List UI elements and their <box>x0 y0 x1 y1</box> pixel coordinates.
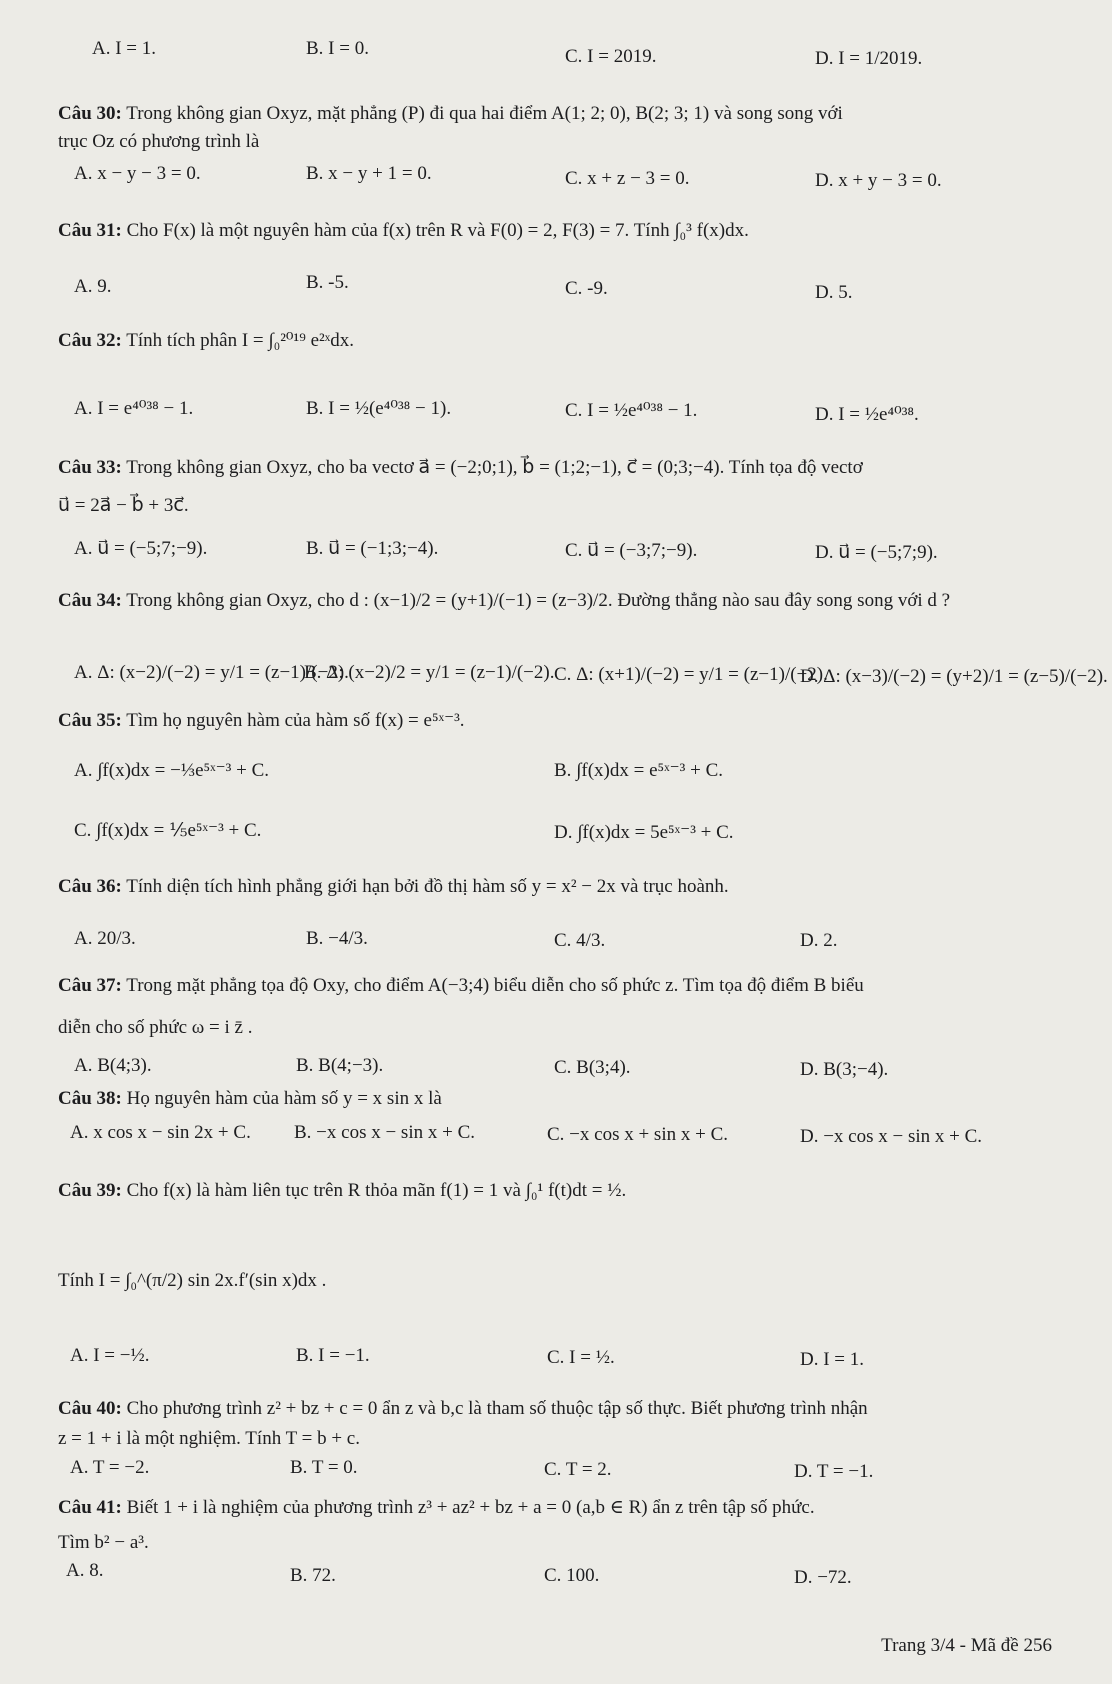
question-text: Tính tích phân I = ∫₀²⁰¹⁹ e²ˣdx. <box>126 330 354 351</box>
option-b: B. u⃗ = (−1;3;−4). <box>306 538 439 559</box>
option-b: B. I = −1. <box>296 1345 370 1366</box>
option-c: C. B(3;4). <box>554 1057 631 1078</box>
option-d: D. ∫f(x)dx = 5e⁵ˣ⁻³ + C. <box>554 822 734 843</box>
question-31 <box>58 220 749 242</box>
question-41 <box>58 1497 815 1519</box>
question-label: Câu 41: <box>58 1497 122 1518</box>
option-b: B. I = ½(e⁴⁰³⁸ − 1). <box>306 398 452 419</box>
prev-option-a: A. I = 1. <box>92 38 157 59</box>
option-c: C. ∫f(x)dx = ⅕e⁵ˣ⁻³ + C. <box>74 820 262 841</box>
option-b: B. −4/3. <box>306 928 368 949</box>
question-text: Tìm họ nguyên hàm của hàm số f(x) = e⁵ˣ⁻³. <box>126 710 465 731</box>
question-text-cont: diễn cho số phức ω = i z̄ . <box>58 1017 253 1038</box>
option-a: A. x − y − 3 = 0. <box>74 163 201 184</box>
option-a: A. I = −½. <box>70 1345 150 1366</box>
option-a: A. I = e⁴⁰³⁸ − 1. <box>74 398 194 419</box>
question-text: Cho phương trình z² + bz + c = 0 ẩn z và b,c là tham số thuộc tập số thực. Biết phương trình nhận <box>126 1398 868 1419</box>
option-b: B. Δ: (x−2)/2 = y/1 = (z−1)/(−2). <box>304 662 555 683</box>
option-c: C. 4/3. <box>554 930 606 951</box>
question-label: Câu 33: <box>58 457 122 478</box>
option-b: B. T = 0. <box>290 1457 358 1478</box>
option-a: A. 9. <box>74 276 112 297</box>
option-c: C. T = 2. <box>544 1459 612 1480</box>
question-32 <box>58 330 354 352</box>
option-c: C. I = ½e⁴⁰³⁸ − 1. <box>565 400 698 421</box>
question-text: Họ nguyên hàm của hàm số y = x sin x là <box>126 1088 442 1109</box>
option-b: B. x − y + 1 = 0. <box>306 163 432 184</box>
question-label: Câu 37: <box>58 975 122 996</box>
option-c: C. I = ½. <box>547 1347 615 1368</box>
option-c: C. x + z − 3 = 0. <box>565 168 690 189</box>
option-d: D. 2. <box>800 930 838 951</box>
option-d: D. −72. <box>794 1567 852 1588</box>
prev-option-c: C. I = 2019. <box>565 46 657 67</box>
question-text: Trong mặt phẳng tọa độ Oxy, cho điểm A(−3;4) biểu diễn cho số phức z. Tìm tọa độ điểm B biểu <box>126 975 864 996</box>
option-a: A. B(4;3). <box>74 1055 152 1076</box>
question-label: Câu 36: <box>58 876 122 897</box>
question-38 <box>58 1088 442 1110</box>
option-c: C. −x cos x + sin x + C. <box>547 1124 728 1145</box>
option-a: A. x cos x − sin 2x + C. <box>70 1122 251 1143</box>
question-text-cont: u⃗ = 2a⃗ − b⃗ + 3c⃗. <box>58 495 189 516</box>
question-label: Câu 34: <box>58 590 122 611</box>
question-text: Trong không gian Oxyz, mặt phẳng (P) đi qua hai điểm A(1; 2; 0), B(2; 3; 1) và song song với <box>126 103 843 124</box>
option-d: D. B(3;−4). <box>800 1059 889 1080</box>
page-footer: Trang 3/4 - Mã đề 256 <box>881 1635 1052 1656</box>
option-d: D. I = 1. <box>800 1349 865 1370</box>
question-text-cont: z = 1 + i là một nghiệm. Tính T = b + c. <box>58 1428 360 1449</box>
question-30 <box>58 103 843 125</box>
option-b: B. 72. <box>290 1565 336 1586</box>
question-37 <box>58 975 864 997</box>
question-36 <box>58 876 729 898</box>
option-d: D. u⃗ = (−5;7;9). <box>815 542 938 563</box>
question-label: Câu 31: <box>58 220 122 241</box>
option-a: A. 20/3. <box>74 928 136 949</box>
option-a: A. u⃗ = (−5;7;−9). <box>74 538 208 559</box>
option-a: A. Δ: (x−2)/(−2) = y/1 = (z−1)/(−2). <box>74 662 349 683</box>
option-c: C. Δ: (x+1)/(−2) = y/1 = (z−1)/(−2). <box>554 664 828 685</box>
option-c: C. -9. <box>565 278 608 299</box>
question-text-cont: trục Oz có phương trình là <box>58 131 260 152</box>
question-label: Câu 40: <box>58 1398 122 1419</box>
question-text: Tính diện tích hình phẳng giới hạn bởi đồ thị hàm số y = x² − 2x và trục hoành. <box>126 876 729 897</box>
option-a: A. ∫f(x)dx = −⅓e⁵ˣ⁻³ + C. <box>74 760 270 781</box>
prev-option-b: B. I = 0. <box>306 38 369 59</box>
question-text: Biết 1 + i là nghiệm của phương trình z³ + az² + bz + a = 0 (a,b ∈ R) ẩn z trên tập số phức. <box>126 1497 815 1518</box>
question-40 <box>58 1398 868 1420</box>
option-b: B. B(4;−3). <box>296 1055 384 1076</box>
question-text-cont: Tính I = ∫₀^(π/2) sin 2x.f′(sin x)dx . <box>58 1270 327 1291</box>
question-text: Cho f(x) là hàm liên tục trên R thỏa mãn f(1) = 1 và ∫₀¹ f(t)dt = ½. <box>126 1180 627 1201</box>
question-34 <box>58 590 950 612</box>
question-label: Câu 38: <box>58 1088 122 1109</box>
question-label: Câu 39: <box>58 1180 122 1201</box>
prev-option-d: D. I = 1/2019. <box>815 48 923 69</box>
question-label: Câu 30: <box>58 103 122 124</box>
option-a: A. T = −2. <box>70 1457 150 1478</box>
question-label: Câu 32: <box>58 330 122 351</box>
question-text-cont: Tìm b² − a³. <box>58 1532 149 1553</box>
question-35 <box>58 710 465 732</box>
question-text: Trong không gian Oxyz, cho d : (x−1)/2 = (y+1)/(−1) = (z−3)/2. Đường thẳng nào sau đây song song với d ? <box>126 590 951 611</box>
option-c: C. 100. <box>544 1565 600 1586</box>
question-33 <box>58 457 863 479</box>
option-d: D. T = −1. <box>794 1461 874 1482</box>
option-a: A. 8. <box>66 1560 104 1581</box>
option-c: C. u⃗ = (−3;7;−9). <box>565 540 698 561</box>
question-text: Cho F(x) là một nguyên hàm của f(x) trên R và F(0) = 2, F(3) = 7. Tính ∫₀³ f(x)dx. <box>126 220 749 241</box>
option-d: D. 5. <box>815 282 853 303</box>
question-text: Trong không gian Oxyz, cho ba vectơ a⃗ = (−2;0;1), b⃗ = (1;2;−1), c⃗ = (0;3;−4). Tính tọa độ vectơ <box>126 457 863 478</box>
option-d: D. I = ½e⁴⁰³⁸. <box>815 404 919 425</box>
option-d: D. Δ: (x−3)/(−2) = (y+2)/1 = (z−5)/(−2). <box>800 666 1108 687</box>
option-b: B. −x cos x − sin x + C. <box>294 1122 475 1143</box>
option-d: D. x + y − 3 = 0. <box>815 170 942 191</box>
question-39 <box>58 1180 626 1202</box>
option-d: D. −x cos x − sin x + C. <box>800 1126 983 1147</box>
question-label: Câu 35: <box>58 710 122 731</box>
option-b: B. -5. <box>306 272 349 293</box>
option-b: B. ∫f(x)dx = e⁵ˣ⁻³ + C. <box>554 760 723 781</box>
